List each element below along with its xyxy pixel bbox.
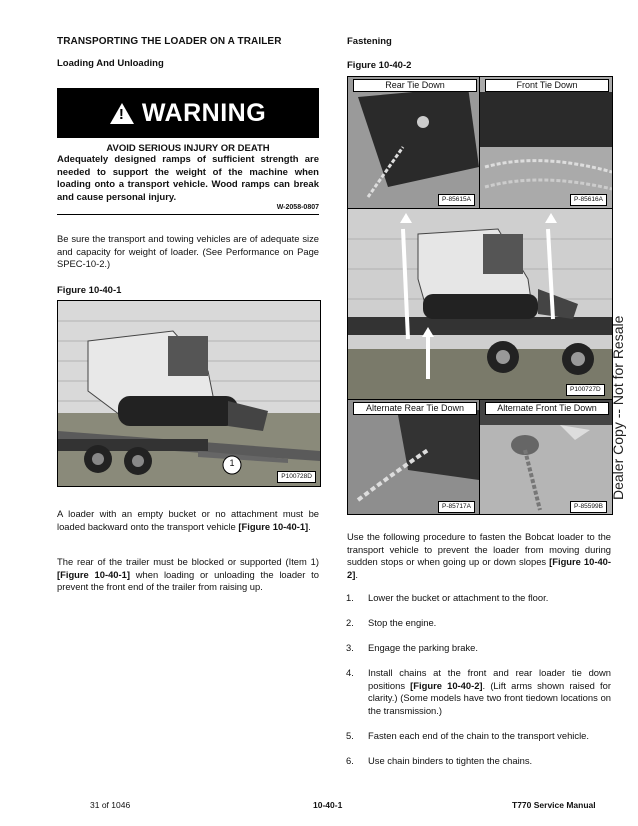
step-text: Install chains at the front and rear loader tie down positions — [368, 667, 611, 691]
figure-code-rear: P-85615A — [438, 194, 475, 206]
step-text: Stop the engine. — [368, 617, 437, 628]
figure-code-alt-rear: P-85717A — [438, 501, 475, 513]
step-number: 4. — [346, 667, 354, 678]
figure-ref: [Figure 10-40-1] — [57, 568, 130, 580]
step-3 — [346, 642, 611, 655]
section-title: TRANSPORTING THE LOADER ON A TRAILER — [57, 36, 282, 47]
front-tie-down-illustration — [480, 77, 612, 208]
manual-title: T770 Service Manual — [512, 800, 596, 810]
callout-1: 1 — [229, 458, 235, 468]
capacity-paragraph: Be sure the transport and towing vehicles are of adequate size and capacity for weight of loader. (See Performance on Page SPEC-10-2.) — [57, 233, 319, 270]
step-text-end: . (Lift arms shown raised for clarity.) (Some models have two front tiedown locations on the transmission.) — [368, 679, 612, 716]
rear-tie-down-illustration — [348, 77, 479, 208]
step-text: Engage the parking brake. — [368, 642, 478, 653]
step-number: 6. — [346, 755, 354, 766]
caption-alt-rear-tie-down: Alternate Rear Tie Down — [353, 402, 477, 415]
loader-on-trailer-photo — [348, 209, 612, 400]
warning-banner — [57, 88, 319, 138]
step-number: 5. — [346, 730, 354, 741]
step-text: Fasten each end of the chain to the transport vehicle. — [368, 730, 589, 741]
figure-code-alt-front: P-85599B — [570, 501, 607, 513]
fastening-intro — [347, 531, 611, 581]
step-2 — [346, 617, 611, 630]
trailer-support-paragraph — [57, 556, 319, 594]
figure-ref: [Figure 10-40-2] — [410, 679, 483, 691]
step-number: 3. — [346, 642, 354, 653]
page-number: 10-40-1 — [313, 800, 343, 810]
step-number: 2. — [346, 617, 354, 628]
step-text: Use chain binders to tighten the chains. — [368, 755, 533, 766]
page-count: 31 of 1046 — [90, 800, 131, 810]
dealer-copy-watermark: Dealer Copy -- Not for Resale — [610, 315, 626, 500]
fastening-figure — [347, 76, 613, 515]
fastening-title: Fastening — [347, 36, 392, 47]
caption-front-tie-down: Front Tie Down — [485, 79, 609, 92]
rear-tie-down-photo — [348, 77, 480, 209]
figure-ref: [Figure 10-40-1] — [238, 520, 309, 532]
figure-loading-photo — [57, 300, 321, 487]
figure-code-middle: P100727D — [566, 384, 605, 396]
subsection-title: Loading And Unloading — [57, 58, 164, 69]
warning-heading: AVOID SERIOUS INJURY OR DEATH — [106, 143, 270, 154]
figure-label-1: Figure 10-40-1 — [57, 285, 122, 296]
warning-text: Adequately designed ramps of sufficient strength are needed to support the weight of the machine when loading onto a transport vehicle. Wood ramps can break and cause personal injury. — [57, 154, 319, 203]
figure-code-front: P-85616A — [570, 194, 607, 206]
warning-divider — [57, 214, 319, 215]
caption-rear-tie-down: Rear Tie Down — [353, 79, 477, 92]
figure-ref: [Figure 10-40-2] — [347, 556, 611, 580]
intro-text: Use the following procedure to fasten the Bobcat loader to the transport vehicle to prevent the loader from moving during sudden stops or when going up or down slopes — [347, 531, 611, 568]
loading-paragraph-text: A loader with an empty bucket or no attachment must be loaded backward onto the transport vehicle — [57, 508, 319, 532]
step-5 — [346, 730, 611, 743]
step-text: Lower the bucket or attachment to the floor. — [368, 592, 549, 603]
figure-code-1: P100728D — [277, 471, 316, 483]
step-6 — [346, 755, 611, 768]
support-paragraph-text: The rear of the trailer must be blocked or supported (Item 1) — [57, 556, 319, 567]
step-number: 1. — [346, 592, 354, 603]
warning-banner-text: WARNING — [141, 98, 267, 127]
loader-loading-illustration — [58, 301, 320, 486]
figure-label-2: Figure 10-40-2 — [347, 60, 412, 71]
caption-alt-front-tie-down: Alternate Front Tie Down — [485, 402, 609, 415]
loading-paragraph — [57, 508, 319, 533]
warning-code: W-2058-0807 — [276, 204, 319, 211]
loader-on-trailer-illustration — [348, 209, 612, 399]
step-4 — [346, 667, 612, 717]
support-paragraph-end: when loading or unloading the loader to prevent the front end of the trailer from raising up. — [57, 568, 319, 593]
alt-rear-tie-down-illustration — [348, 400, 479, 514]
loading-paragraph-end: . — [308, 520, 311, 532]
intro-end: . — [355, 568, 358, 580]
front-tie-down-photo — [480, 77, 612, 209]
alt-front-tie-down-illustration — [480, 400, 612, 514]
alt-rear-tie-down-photo — [348, 400, 480, 514]
step-1 — [346, 592, 611, 605]
warning-triangle-icon: ! — [110, 103, 134, 124]
alt-front-tie-down-photo — [480, 400, 612, 514]
